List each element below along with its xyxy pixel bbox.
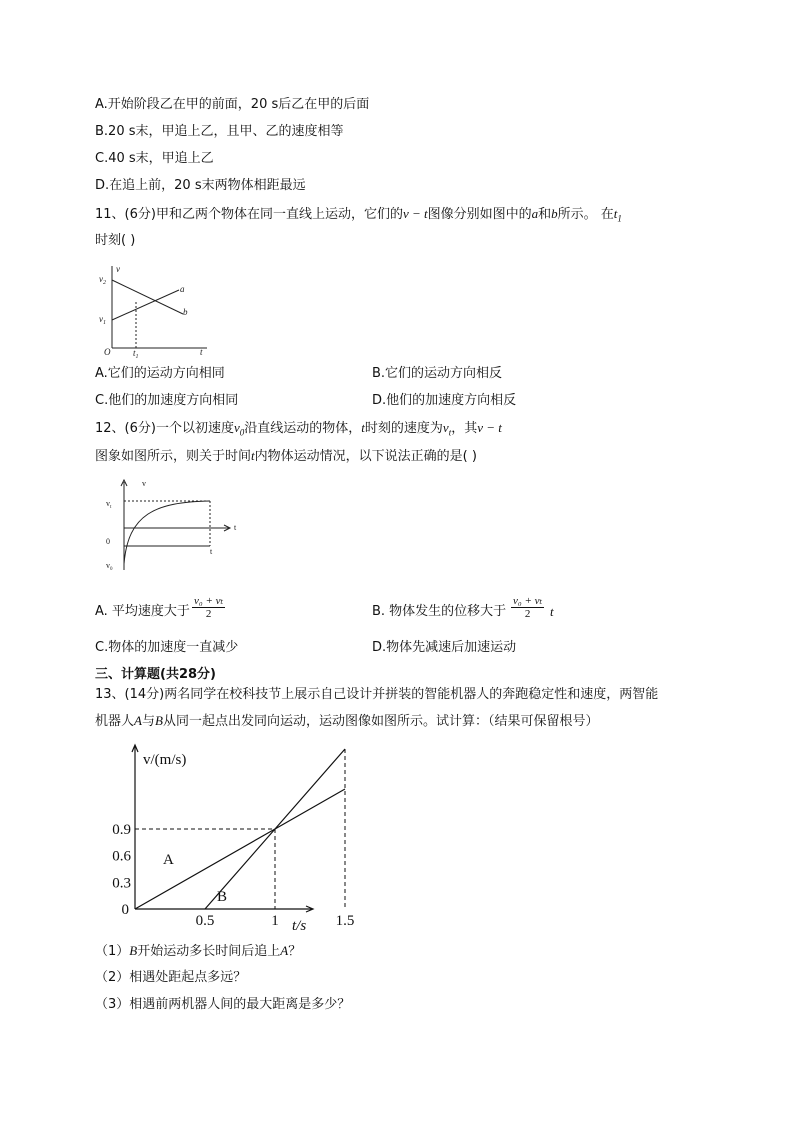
q11-line-a-label: a [180,284,185,294]
q10-option-b: B.20 s末，甲追上乙，且甲、乙的速度相等 [95,124,344,139]
q13-vt-chart [100,742,355,934]
q13-sub2: （2）相遇处距起点多远？ [95,970,247,985]
q11-stem-line1: 11、(6分)甲和乙两个物体在同一直线上运动，它们的v − t图像分别如图中的a和b所示。 在$t_1$ [95,206,622,224]
q13-stem-line2: 机器人A与B从同一起点出发同向运动，运动图像如图所示。试计算：（结果可保留根号） [95,713,599,729]
q13-series-b-label: B [217,889,228,905]
q12-stem-line2: 图象如图所示，则关于时间t内物体运动情况，以下说法正确的是( ) [95,448,477,464]
q10-option-c: C.40 s末，甲追上乙 [95,151,214,166]
q12-option-d: D.物体先减速后加速运动 [372,640,517,655]
q13-y-tick-0.9: 0.9 [112,821,131,838]
q12-option-a-fraction: $\frac{\text{v₀ + vₜ}}{2}$ [194,595,224,620]
q11-option-a: A.它们的运动方向相同 [95,366,225,381]
q13-y-tick-0.6: 0.6 [112,848,131,865]
q12-stem-line1: 12、(6分)一个以初速度$v_0$沿直线运动的物体，t时刻的速度为$v_t$，其v − t [95,420,502,438]
q11-origin-label: O [104,347,111,357]
q11-t1-label: $t_1$ [133,348,139,360]
q12-option-b-fraction: $\frac{\text{v₀ + vₜ}}{2}$ [513,595,543,620]
q11-line-b-label: b [183,307,188,317]
q12-curve [124,501,210,564]
q12-v-axis-label: v [142,479,146,488]
q12-t-mark-label: t [210,547,213,556]
q12-origin-label: 0 [106,537,110,546]
q11-v1-label: $v_1$ [99,314,106,326]
q13-series-a-label: A [163,852,174,868]
q11-line-a [112,290,179,320]
section-title-calculation: 三、计算题(共28分) [95,667,216,682]
q13-x-tick-0.5: 0.5 [195,913,215,929]
q11-vt-graph [95,262,215,360]
q12-option-a-text: A. 平均速度大于 [95,604,190,619]
q10-option-a: A.开始阶段乙在甲的前面，20 s后乙在甲的后面 [95,97,370,112]
q10-option-d: D.在追上前，20 s末两物体相距最远 [95,178,306,193]
q13-sub1: （1）B开始运动多长时间后追上A？ [95,943,302,959]
q12-option-b-t: t [550,604,554,619]
q13-series-a-line [135,789,345,909]
q12-vt-label: $v_t$ [106,499,112,510]
q13-origin-label: 0 [121,902,129,918]
q13-x-tick-1.5: 1.5 [335,913,355,929]
q13-y-axis-label: v/(m/s) [143,752,187,768]
q11-option-b: B.它们的运动方向相反 [372,366,503,381]
q12-option-c: C.物体的加速度一直减少 [95,640,239,655]
q13-stem-line1: 13、(14分)两名同学在校科技节上展示自己设计并拼装的智能机器人的奔跑稳定性和速度，两智能 [95,687,659,702]
q13-y-tick-0.3: 0.3 [112,875,131,892]
q11-v-axis-label: v [116,264,120,274]
q11-option-c: C.他们的加速度方向相同 [95,393,239,408]
q11-stem-line2: 时刻( ) [95,233,136,248]
q12-option-b-text: B. 物体发生的位移大于 [372,604,507,619]
q11-t-axis-label: t [200,347,203,357]
q11-v2-label: $v_2$ [99,274,106,286]
q12-v0-label: $v_0$ [106,561,113,572]
q13-x-tick-1: 1 [271,913,279,929]
q13-sub3: （3）相遇前两机器人间的最大距离是多少？ [95,997,351,1012]
q12-t-axis-label: t [234,523,237,532]
q12-vt-graph [100,474,250,574]
q13-x-axis-label: t/s [292,918,307,934]
q11-option-d: D.他们的加速度方向相反 [372,393,517,408]
q11-line-b [112,280,183,314]
